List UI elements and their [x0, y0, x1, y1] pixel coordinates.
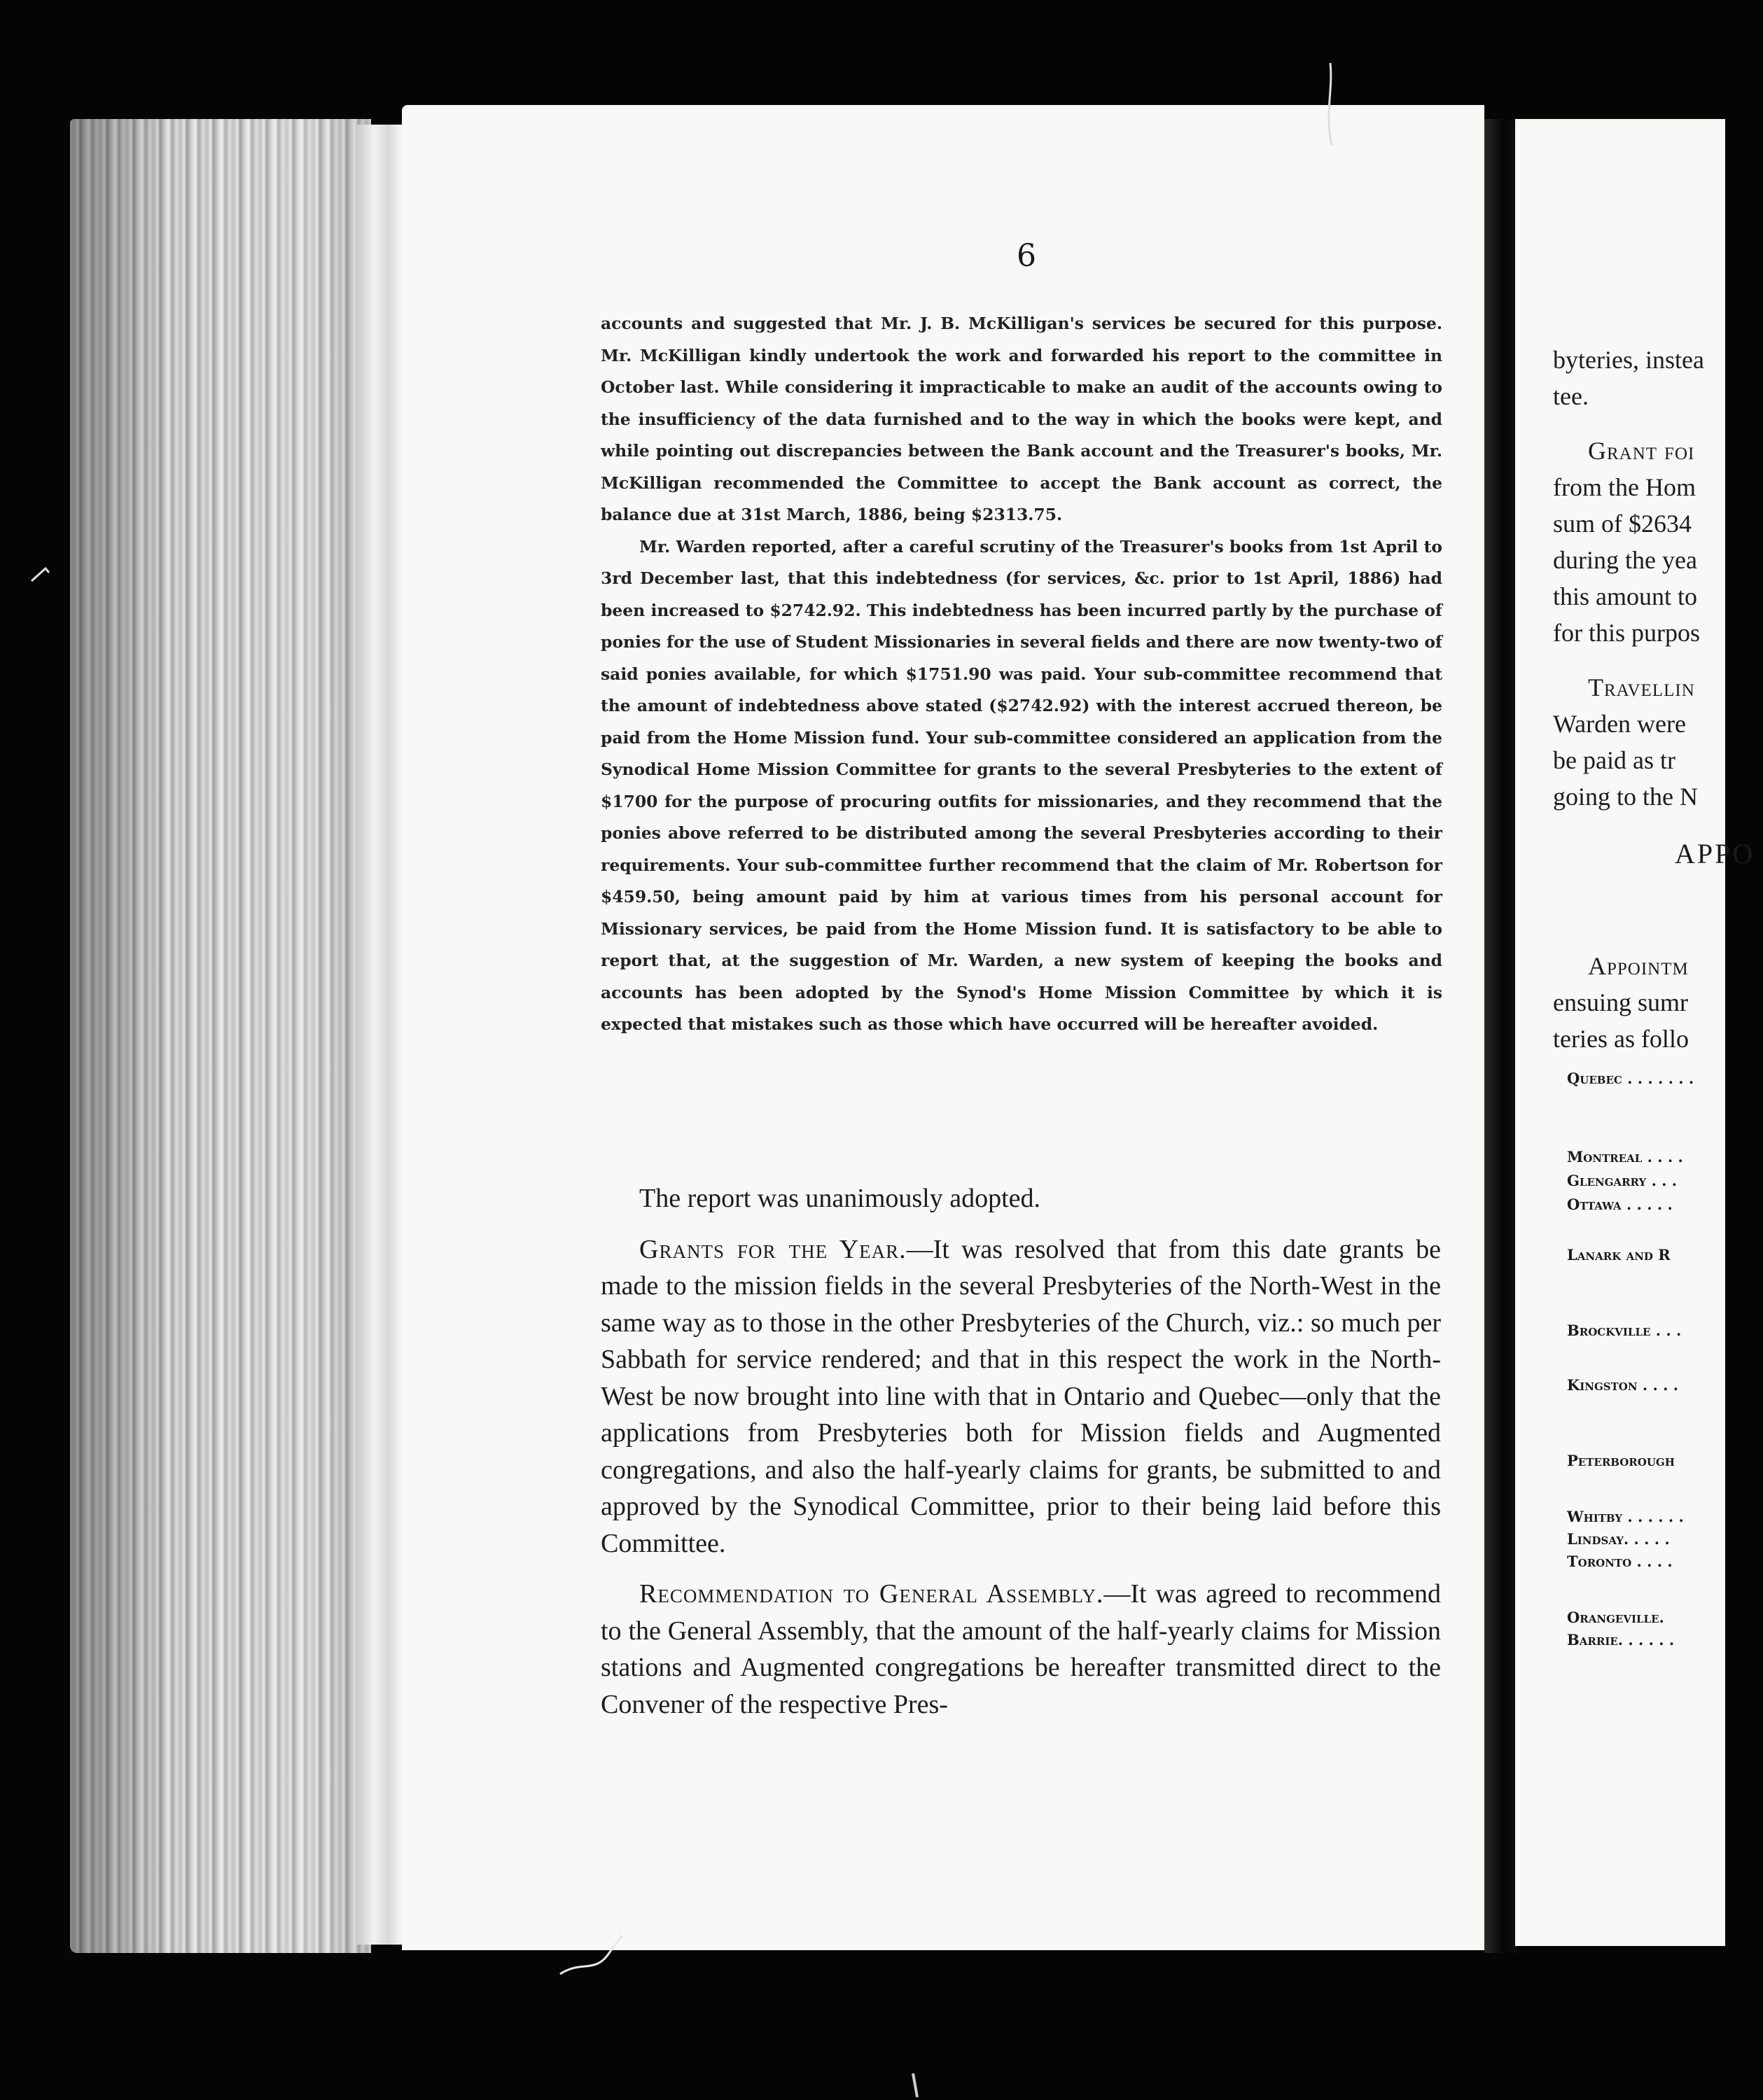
- grants-heading: Grants for the Year.: [639, 1234, 907, 1264]
- right-line: for this purpos: [1553, 619, 1700, 647]
- presbytery-item: Kingston . . . .: [1567, 1376, 1679, 1394]
- grants-text: —It was resolved that from this date grants be made to the mission fields in the several Presbyteries of the North-West in the same way as to those in the other Presbyteries of the Church, viz.: so much per Sabbath for service rendered; and that in this respect the work in the North-West be now brought into line with that in Ontario and Quebec—only that the applications from Presbyteries both for Mission fields and Augmented congregations, and also the half-yearly claims for grants, be submitted to and approved by the Synodical Committee, prior to their being laid before this Committee.: [601, 1234, 1441, 1558]
- right-line: Warden were: [1553, 710, 1686, 738]
- right-line: be paid as tr: [1553, 746, 1675, 774]
- right-line: during the yea: [1553, 546, 1697, 574]
- presbytery-item: Whitby . . . . . .: [1567, 1508, 1684, 1525]
- right-line: from the Hom: [1553, 473, 1696, 501]
- appointments-text: [1553, 948, 1689, 1057]
- thread-mark: [1316, 63, 1344, 147]
- right-line: sum of $2634: [1553, 510, 1692, 538]
- committee-report-text: [601, 308, 1442, 1041]
- presbytery-item: Ottawa . . . . .: [1567, 1196, 1673, 1213]
- recommendation-heading: Recommendation to General Assembly.: [639, 1579, 1104, 1609]
- report-paragraph-2: Mr. Warden reported, after a careful scrutiny of the Treasurer's books from 1st April to 3rd December last, that this indebtedness (for services, &c. prior to 1st April, 1886) had been increased to $2742.92. This indebtedness has been incurred partly by the purchase of ponies for the use of Student Missionaries in several fields and there are now twenty-two of said ponies available, for which $1751.90 was paid. Your sub-committee recommend that the amount of indebtedness above stated ($2742.92) with the interest accrued thereon, be paid from the Home Mission fund. Your sub-committee considered an application from the Synodical Home Mission Committee for grants to the several Presbyteries to the extent of $1700 for the purpose of procuring outfits for missionaries, and they recommend that the ponies above referred to be distributed among the several Presbyteries according to their requirements. Your sub-committee further recommend that the claim of Mr. Robertson for $459.50, being amount paid by him at various times from his personal account for Missionary services, be paid from the Home Mission fund. It is satisfactory to be able to report that, at the suggestion of Mr. Warden, a new system of keeping the books and accounts has been adopted by the Synod's Home Mission Committee by which it is expected that mistakes such as those which have occurred will be hereafter avoided.: [601, 536, 1442, 1034]
- right-line: this amount to: [1553, 582, 1697, 610]
- presbytery-item: Quebec . . . . . . .: [1567, 1070, 1694, 1087]
- right-line: Appointm: [1588, 952, 1689, 980]
- presbytery-item: Barrie. . . . . .: [1567, 1631, 1675, 1648]
- report-paragraph-1: accounts and suggested that Mr. J. B. McKilligan's services be secured for this purpose. Mr. McKilligan kindly undertook the work and forwarded his report to the committee in October last. While considering it impracticable to make an audit of the accounts owing to the insufficiency of the data furnished and to the way in which the books were kept, and while pointing out discrepancies between the Bank account and the Treasurer's books, Mr. McKilligan recommended the Committee to accept the Bank account as correct, the balance due at 31st March, 1886, being $2313.75.: [601, 314, 1442, 524]
- right-line: byteries, instea: [1553, 346, 1704, 374]
- presbytery-item: Orangeville.: [1567, 1609, 1664, 1626]
- right-page-heading: APPO: [1675, 838, 1755, 869]
- right-line: teries as follo: [1553, 1025, 1689, 1053]
- grants-paragraph: [601, 1231, 1441, 1562]
- recommendation-text: —It was agreed to recommend to the General Assembly, that the amount of the half-yearly claims for Mission stations and Augmented congregations be hereafter transmitted direct to the Convener of the respective Pres-: [601, 1579, 1441, 1719]
- presbytery-item: Peterborough: [1567, 1452, 1675, 1469]
- presbytery-item: Lanark and R: [1567, 1246, 1671, 1264]
- presbytery-item: Montreal . . . .: [1567, 1148, 1683, 1166]
- right-line: tee.: [1553, 382, 1589, 410]
- presbytery-item: Toronto . . . .: [1567, 1553, 1673, 1570]
- book-gutter: [1484, 119, 1517, 1953]
- right-page-top-text: [1553, 342, 1763, 815]
- right-line: ensuing sumr: [1553, 988, 1688, 1016]
- book-page-edges: [70, 119, 371, 1953]
- right-line: going to the N: [1553, 783, 1698, 811]
- page-number: 6: [1017, 238, 1036, 274]
- adopted-paragraph: The report was unanimously adopted.: [639, 1184, 1041, 1213]
- right-line: Travellin: [1588, 673, 1695, 701]
- minutes-text: [601, 1180, 1441, 1723]
- right-line: Grant foi: [1588, 437, 1695, 465]
- presbytery-item: Glengarry . . .: [1567, 1172, 1678, 1189]
- page-edge-highlight: [356, 125, 402, 1945]
- presbytery-item: Lindsay. . . . .: [1567, 1530, 1670, 1548]
- speck-mark: [907, 2072, 928, 2100]
- speck-mark: [28, 560, 56, 588]
- thread-mark: [553, 1932, 630, 1981]
- presbytery-item: Brockville . . .: [1567, 1322, 1682, 1339]
- recommendation-paragraph: [601, 1576, 1441, 1723]
